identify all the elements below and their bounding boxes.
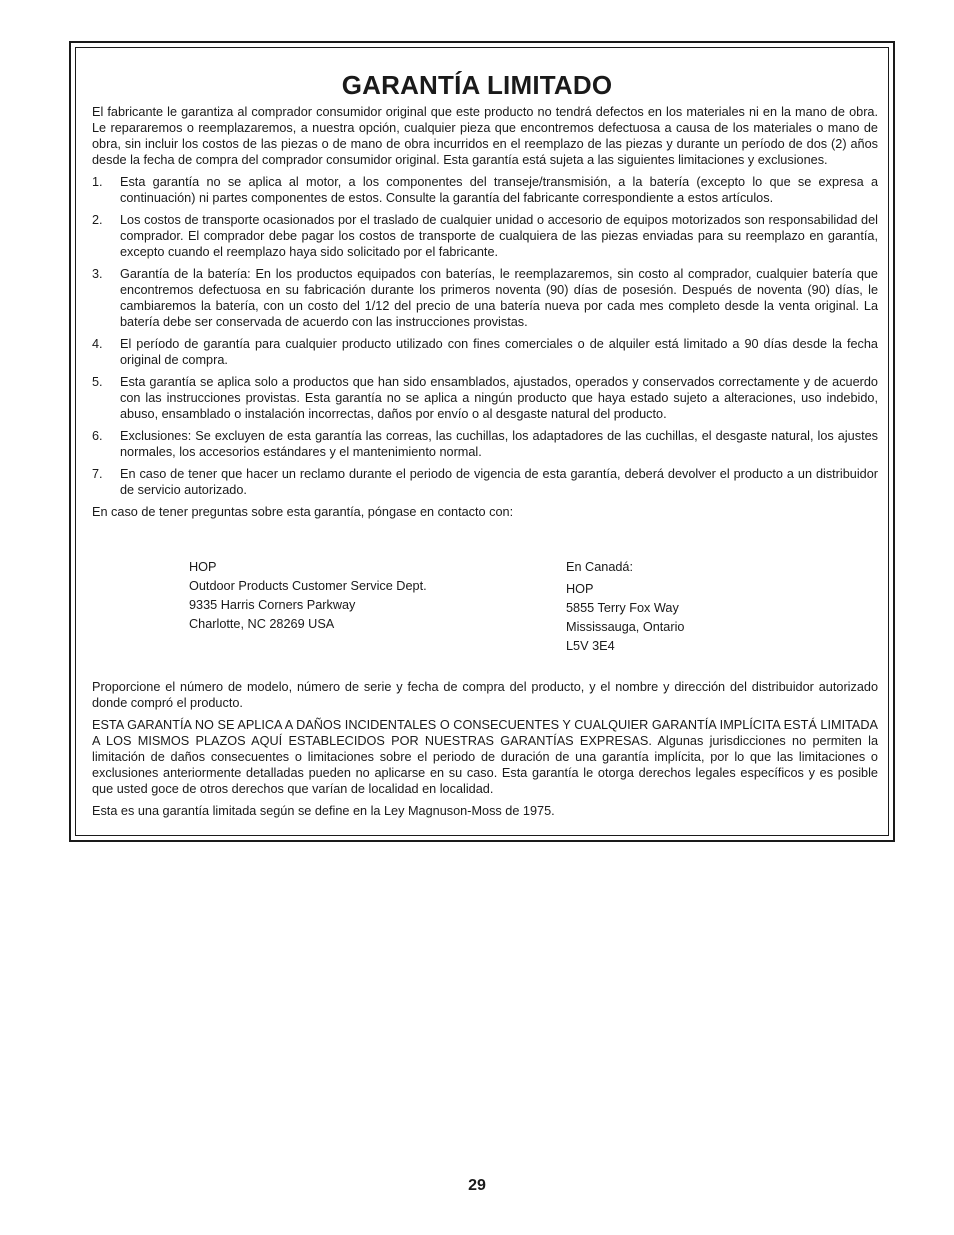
disclaimer-paragraph: ESTA GARANTÍA NO SE APLICA A DAÑOS INCIDENTALES O CONSECUENTES Y CUALQUIER GARANTÍA IMPLÍCITA ESTÁ LIMITADA A LOS MISMOS PLAZOS AQUÍ ESTABLECIDOS POR NUESTRAS GARANTÍAS EXPRESAS. Algunas jurisdicciones no permiten la limitación de daños consecuentes o limitaciones sobre el periodo de duración de una garantía implícita, por lo que las limitaciones o exclusiones anteriormente detalladas pueden no aplicarse en su caso. Esta garantía le otorga derechos legales específicos y es posible que usted goce de otros derechos que varían de localidad en localidad.	[92, 718, 878, 796]
address-us	[189, 558, 427, 634]
contact-intro: En caso de tener preguntas sobre esta garantía, póngase en contacto con:	[92, 505, 514, 519]
warranty-footer-text	[92, 679, 878, 825]
item-text: Esta garantía no se aplica al motor, a los componentes del transeje/transmisión, a la batería (excepto lo que se expresa a continuación) ni partes componentes de estos. Consulte la garantía del fabricante correspondiente a estos artículos.	[120, 175, 878, 205]
list-item	[92, 336, 878, 368]
item-number: 3.	[92, 267, 103, 281]
address-canada-line: 5855 Terry Fox Way	[566, 601, 679, 615]
intro-paragraph: El fabricante le garantiza al comprador consumidor original que este producto no tendrá defectos en los materiales ni en la mano de obra. Le repararemos o reemplazaremos, a nuestra opción, cualquier pieza que encontremos defectuosa a causa de los materiales o mano de obra, sin incluir los costos de las piezas o de mano de obra incurridos en el reemplazo de las piezas y durante un período de dos (2) años desde la fecha de compra del comprador consumidor original. Esta garantía está sujeta a las siguientes limitaciones y exclusiones.	[92, 105, 878, 167]
limitations-list	[92, 174, 878, 498]
list-item	[92, 466, 878, 498]
item-text: Esta garantía se aplica solo a productos que han sido ensamblados, ajustados, operados y conservados correctamente y de acuerdo con las instrucciones provistas. Esta garantía no se aplica a ningún producto que haya estado sujeto a alteraciones, uso indebido, abuso, ensamblado o instalación incorrectas, daños por envío o al desgaste natural del producto.	[120, 375, 878, 421]
list-item	[92, 212, 878, 260]
item-number: 6.	[92, 429, 103, 443]
list-item	[92, 428, 878, 460]
address-us-line: 9335 Harris Corners Parkway	[189, 598, 356, 612]
address-us-line: Charlotte, NC 28269 USA	[189, 617, 335, 631]
item-text: El período de garantía para cualquier producto utilizado con fines comerciales o de alquiler está limitado a 90 días desde la fecha original de compra.	[120, 337, 878, 367]
item-number: 2.	[92, 213, 103, 227]
list-item	[92, 374, 878, 422]
address-us-line: Outdoor Products Customer Service Dept.	[189, 579, 427, 593]
list-item	[92, 266, 878, 330]
item-text: Garantía de la batería: En los productos equipados con baterías, le reemplazaremos, sin costo al comprador, cualquier batería que encontremos defectuosa en su fabricación durante los primeros noventa (90) días de posesión. Después de noventa (90) días, le cambiaremos la batería, con un costo del 1/12 del precio de una batería nueva por cada mes completo desde la venta original. La batería debe ser conservada de acuerdo con las instrucciones provistas.	[120, 267, 878, 329]
item-text: En caso de tener que hacer un reclamo durante el periodo de vigencia de esta garantía, deberá devolver el producto a un distribuidor de servicio autorizado.	[120, 467, 878, 497]
item-number: 1.	[92, 175, 103, 189]
item-number: 5.	[92, 375, 103, 389]
page-number: 29	[468, 1177, 486, 1194]
warranty-body	[92, 104, 878, 526]
address-canada-line: HOP	[566, 582, 594, 596]
address-canada-heading: En Canadá:	[566, 560, 634, 574]
item-number: 4.	[92, 337, 103, 351]
list-item	[92, 174, 878, 206]
item-number: 7.	[92, 467, 103, 481]
item-text: Los costos de transporte ocasionados por el traslado de cualquier unidad o accesorio de equipos motorizados son responsabilidad del comprador. El comprador debe pagar los costos de transporte de cualquiera de las piezas enviadas para su reemplazo en garantía, excepto cuando el reemplazo haya sido solicitado por el fabricante.	[120, 213, 878, 259]
address-canada-line: L5V 3E4	[566, 639, 615, 653]
magnuson-moss-paragraph: Esta es una garantía limitada según se define en la Ley Magnuson-Moss de 1975.	[92, 804, 555, 818]
item-text: Exclusiones: Se excluyen de esta garantía las correas, las cuchillas, los adaptadores de las cuchillas, el desgaste natural, los ajustes normales, los accesorios estándares y el mantenimiento normal.	[120, 429, 878, 459]
address-canada-line: Mississauga, Ontario	[566, 620, 685, 634]
provide-info-paragraph: Proporcione el número de modelo, número de serie y fecha de compra del producto, y el nombre y dirección del distribuidor autorizado donde compró el producto.	[92, 680, 878, 710]
page-title: GARANTÍA LIMITADO	[341, 70, 613, 100]
address-us-line: HOP	[189, 560, 217, 574]
address-canada	[566, 558, 684, 656]
